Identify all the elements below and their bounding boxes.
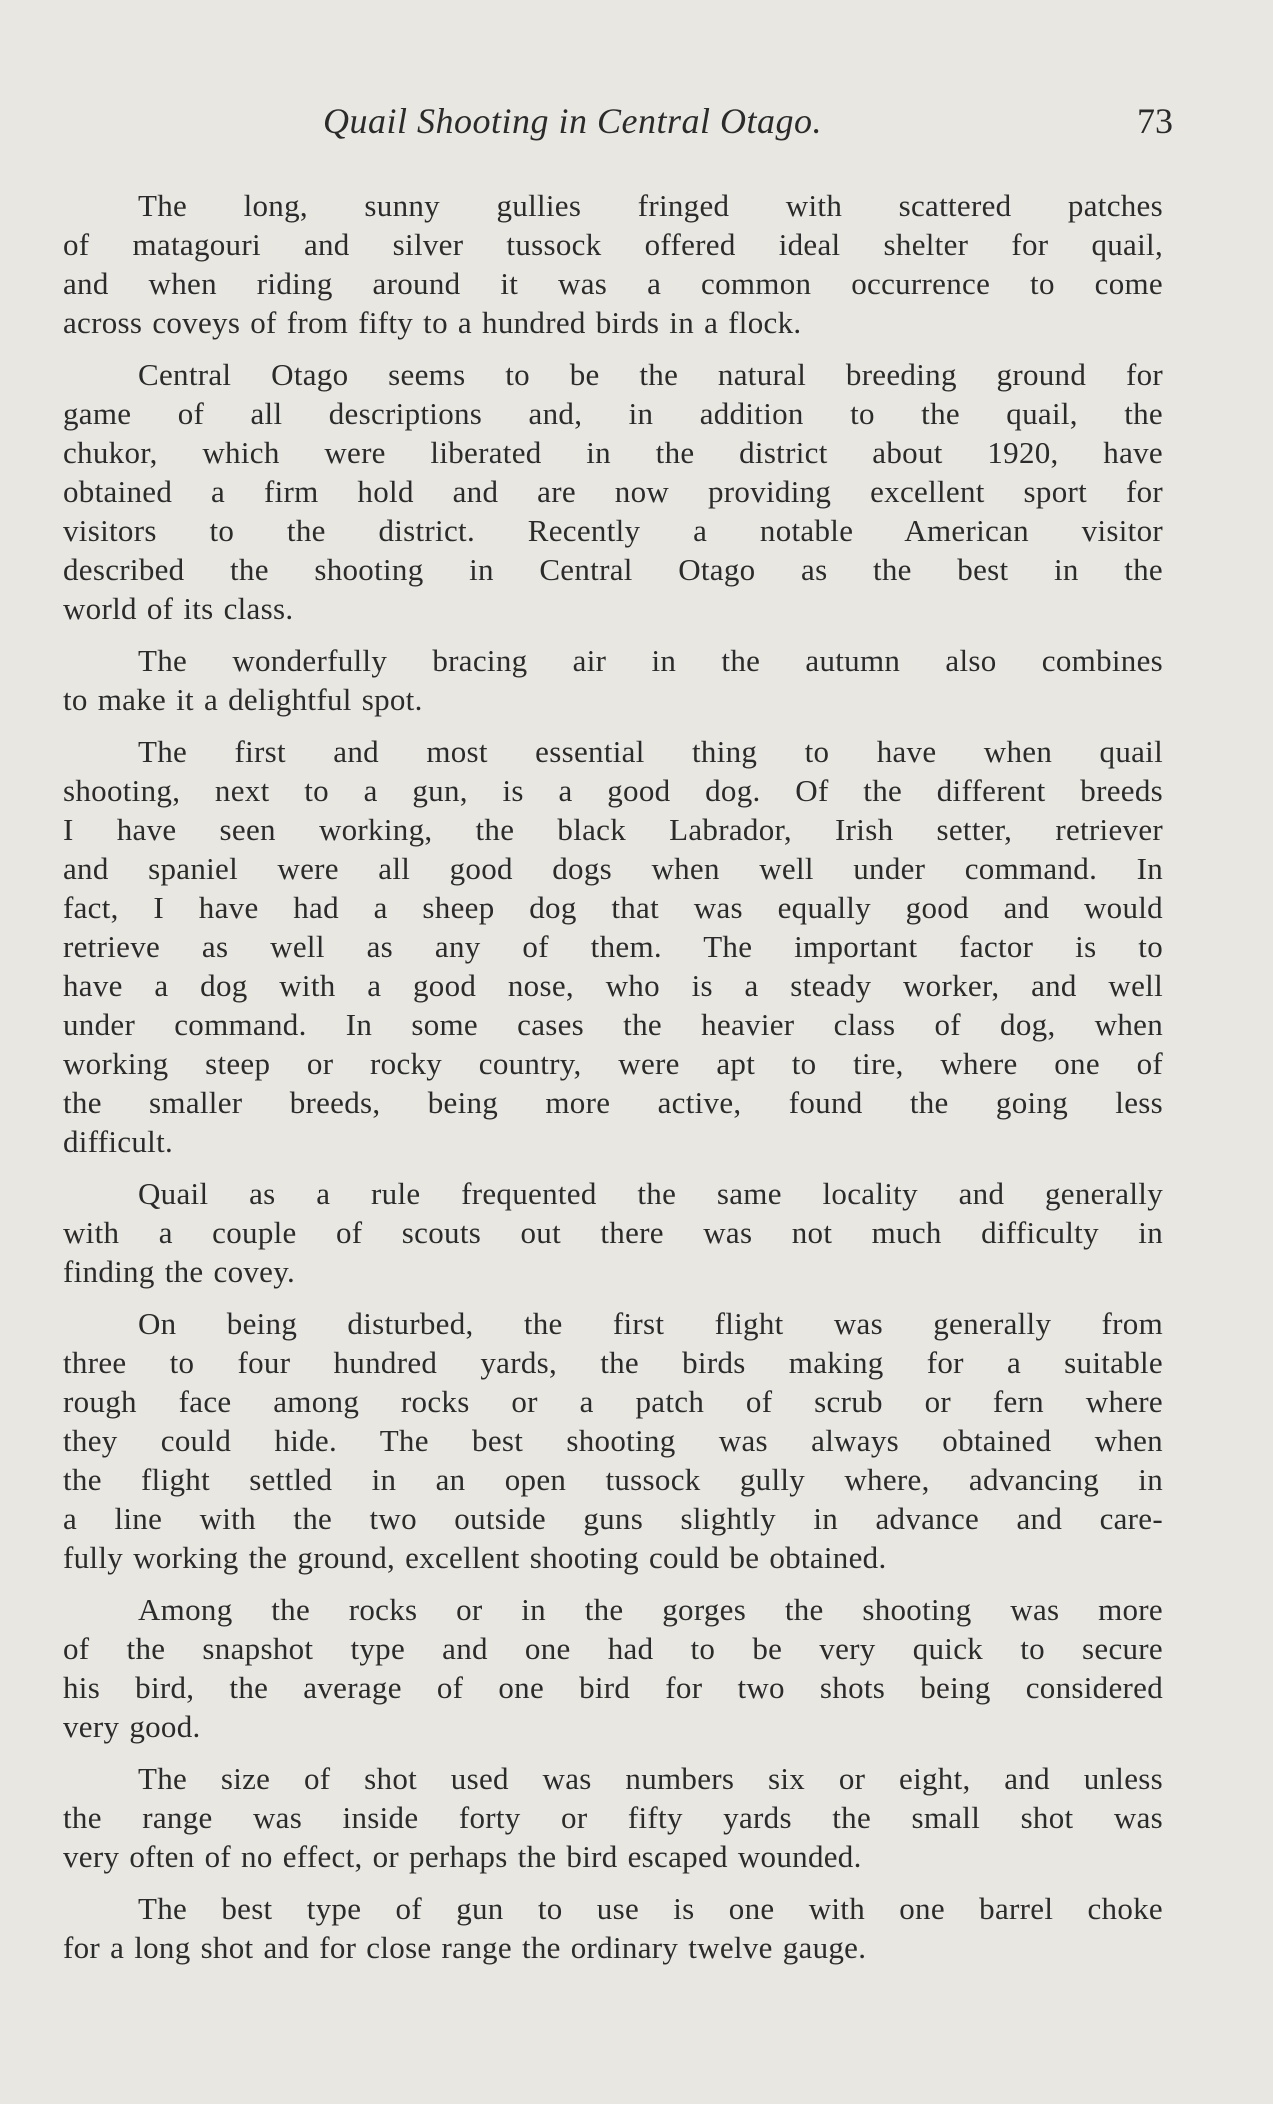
paragraph (63, 186, 1163, 342)
text-line: visitors to the district. Recently a notable American visitor (63, 513, 1163, 548)
text-line: for a long shot and for close range the ordinary twelve gauge. (63, 1930, 867, 1965)
text-line: Among the rocks or in the gorges the shooting was more (138, 1592, 1163, 1627)
paragraph (63, 1590, 1163, 1746)
text-line: across coveys of from fifty to a hundred birds in a flock. (63, 305, 802, 340)
text-line: described the shooting in Central Otago as the best in the (63, 552, 1163, 587)
text-line: shooting, next to a gun, is a good dog. Of the different breeds (63, 773, 1163, 808)
paragraph (63, 732, 1163, 1161)
text-line: obtained a firm hold and are now providing excellent sport for (63, 474, 1163, 509)
text-line: Central Otago seems to be the natural breeding ground for (138, 357, 1163, 392)
text-line: the range was inside forty or fifty yards the small shot was (63, 1800, 1163, 1835)
paragraph (63, 1304, 1163, 1577)
text-line: The first and most essential thing to have when quail (138, 734, 1163, 769)
text-line: On being disturbed, the first flight was generally from (138, 1306, 1163, 1341)
text-line: rough face among rocks or a patch of scrub or fern where (63, 1384, 1163, 1419)
running-header (63, 100, 1173, 150)
text-line: The best type of gun to use is one with one barrel choke (138, 1891, 1163, 1926)
text-line: have a dog with a good nose, who is a steady worker, and well (63, 968, 1163, 1003)
text-line: The wonderfully bracing air in the autumn also combines (138, 643, 1163, 678)
text-line: his bird, the average of one bird for two shots being considered (63, 1670, 1163, 1705)
text-line: retrieve as well as any of them. The important factor is to (63, 929, 1163, 964)
text-line: to make it a delightful spot. (63, 682, 423, 717)
text-line: of the snapshot type and one had to be very quick to secure (63, 1631, 1163, 1666)
text-line: The size of shot used was numbers six or eight, and unless (138, 1761, 1163, 1796)
text-line: working steep or rocky country, were apt to tire, where one of (63, 1046, 1163, 1081)
paragraph (63, 1889, 1163, 1967)
text-line: I have seen working, the black Labrador, Irish setter, retriever (63, 812, 1163, 847)
paragraph (63, 1174, 1163, 1291)
text-line: The long, sunny gullies fringed with scattered patches (138, 188, 1163, 223)
text-line: very good. (63, 1709, 201, 1744)
text-line: fully working the ground, excellent shooting could be obtained. (63, 1540, 887, 1575)
text-line: three to four hundred yards, the birds making for a suitable (63, 1345, 1163, 1380)
text-line: under command. In some cases the heavier class of dog, when (63, 1007, 1163, 1042)
text-line: the smaller breeds, being more active, found the going less (63, 1085, 1163, 1120)
text-line: finding the covey. (63, 1254, 296, 1289)
text-line: difficult. (63, 1124, 174, 1159)
running-title: Quail Shooting in Central Otago. (323, 101, 823, 141)
text-line: world of its class. (63, 591, 294, 626)
text-line: chukor, which were liberated in the district about 1920, have (63, 435, 1163, 470)
text-line: and spaniel were all good dogs when well under command. In (63, 851, 1163, 886)
text-line: and when riding around it was a common occurrence to come (63, 266, 1163, 301)
text-line: the flight settled in an open tussock gully where, advancing in (63, 1462, 1163, 1497)
text-line: a line with the two outside guns slightly in advance and care- (63, 1501, 1163, 1536)
paragraph (63, 355, 1163, 628)
text-line: very often of no effect, or perhaps the bird escaped wounded. (63, 1839, 862, 1874)
text-line: of matagouri and silver tussock offered ideal shelter for quail, (63, 227, 1163, 262)
page-number: 73 (1137, 101, 1173, 141)
text-line: Quail as a rule frequented the same locality and generally (138, 1176, 1163, 1211)
paragraph (63, 1759, 1163, 1876)
text-line: they could hide. The best shooting was always obtained when (63, 1423, 1163, 1458)
text-line: with a couple of scouts out there was not much difficulty in (63, 1215, 1163, 1250)
body-text (63, 186, 1163, 1980)
text-line: fact, I have had a sheep dog that was equally good and would (63, 890, 1163, 925)
text-line: game of all descriptions and, in addition to the quail, the (63, 396, 1163, 431)
paragraph (63, 641, 1163, 719)
